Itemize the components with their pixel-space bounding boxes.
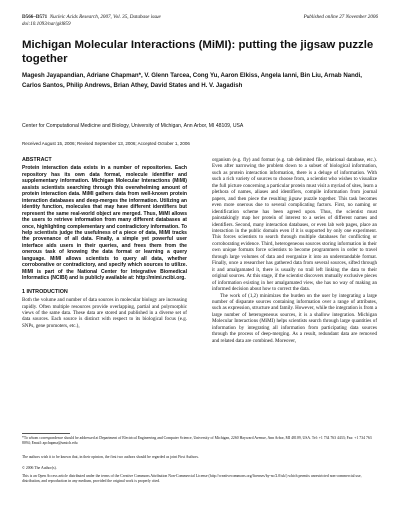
license-notice: This is an Open Access article distributed under the terms of the Creative Commons Attribution Non-Commercial License (http://creativecommons.org/licenses/by-nc/2.0/uk/) which permits unrestricted non-commercial use, distribution, and reproduction in any medium, provided the original work is properly cited. [22,474,362,484]
joint-authors-footnote: The authors wish it to be known that, in their opinion, the first two authors should be regarded as joint First Authors. [22,455,199,459]
footnote-divider [22,433,70,434]
received-dates: Received August 15, 2006; Revised September 13, 2006; Accepted October 1, 2006 [22,141,190,146]
author-list: Magesh Jayapandian, Adriane Chapman*, V. Glenn Tarcea, Cong Yu, Aaron Elkiss, Angela Ianni, Bin Liu, Arnab Nandi, Carlos Santos, Philip Andrews, Brian Athey, David States and H. V. Jagadish [22,72,362,89]
left-column [22,157,187,329]
header-left [22,14,161,28]
right-column [212,157,377,344]
doi[interactable]: doi:10.1093/nar/gkl859 [22,21,71,27]
body-paragraph-2: The work of (1,2) minimizes the burden on the user by integrating a large number of disparate sources containing information over a range of attributes, such as expression, structure and family. However, while the integration is from a large number of heterogeneous sources, it is a shallow integration. Michigan Molecular Interactions (MiMI) helps scientists search through large quantities of information by integrating all information from participating data sources through the process of deep-merging. As a result, redundant data are removed and related data are combined. Moreover, [212,292,377,344]
publication-date: Published online 27 November 2006 [303,14,378,20]
copyright-notice: © 2006 The Author(s). [22,466,57,470]
introduction-heading: 1 INTRODUCTION [22,288,68,295]
body-paragraph-1: organism (e.g. fly) and format (e.g. tab delimited file, relational database, etc.). Even after narrowing the problem down to a subset of biological information, such as protein interaction information, there is a deluge of information. With such a rich variety of sources to choose from, a scientist who wishes to visualize the full picture concerning a particular protein must visit a myriad of sites, learn a plethora of names, aliases and identifiers, compile information from journal papers, and then piece the resulting jigsaw puzzle together. This task becomes even more onerous due to several complicating factors. First, no naming or identification scheme has been agreed upon. Thus, the scientist must painstakingly map her protein of interest to a series of different names and identifiers. Second, many interaction databases, or even lab web pages, place an interaction in the public domain even if it is supported by only one experiment. This forces scientists to search through multiple databases for conflicting or corroborating evidence. Third, heterogeneous sources storing information in their own unique formats force scientists to become programmers in order to travel through large volumes of data and reorganize it into an understandable format. Finally, once a researcher has gathered data from several sources, sifted through it and amalgamated it, there is usually no trail left linking the data to their original sources. At this stage, if the scientist discovers mutually exclusive pieces of information existing in her amalgamated view, she has no way of making an informed decision about how to correct the data. [212,157,377,293]
journal-citation: Nucleic Acids Research, 2007, Vol. 35, Database issue [49,14,161,20]
page-range: D566–D571 [22,14,48,20]
affiliation: Center for Computational Medicine and Biology, University of Michigan, Ann Arbor, MI 48109, USA [22,123,244,129]
article-title: Michigan Molecular Interactions (MiMI): putting the jigsaw puzzle together [22,39,374,65]
introduction-text: Both the volume and number of data sources in molecular biology are increasing rapidly. Often multiple resources provide overlapping, partial and polymorphic views of the same data. These data are stored and published in a diverse set of data sources. Each source is distinct with respect to its biological focus (e.g. SNPs, gene promoters, etc.), [22,297,187,329]
correspondence-footnote: *To whom correspondence should be addressed at Department of Electrical Engineering and Computer Science, University of Michigan, 2260 Hayward Avenue, Ann Arbor, MI 48109, USA. Tel: +1 734 763 4433; Fax: +1 734 763 8094; Email: apchapma@umich.edu [22,436,372,446]
abstract-heading: ABSTRACT [22,157,52,163]
abstract-text: Protein interaction data exists in a number of repositories. Each repository has its own data format, molecule identifier and supplementary information. Michigan Molecular Interactions (MiMI) assists scientists searching through this overwhelming amount of protein interaction data. MiMI gathers data from well-known protein interaction databases and deep-merges the information. Utilizing an identity function, molecules that may have different identifiers but represent the same real-world object are merged. Thus, MiMI allows the users to retrieve information from many different databases at once, highlighting complementary and contradictory information. To help scientists judge the usefulness of a piece of data, MiMI tracks the provenance of all data. Finally, a simple yet powerful user interface aids users in their queries, and frees them from the onerous task of knowing the data format or learning a query language. MiMI allows scientists to query all data, whether corroborative or contradictory, and specify which sources to utilize. MiMI is part of the National Center for Integrative Biomedical Informatics (NCIBI) and is publicly available at: http://mimi.ncibi.org. [22,165,187,282]
